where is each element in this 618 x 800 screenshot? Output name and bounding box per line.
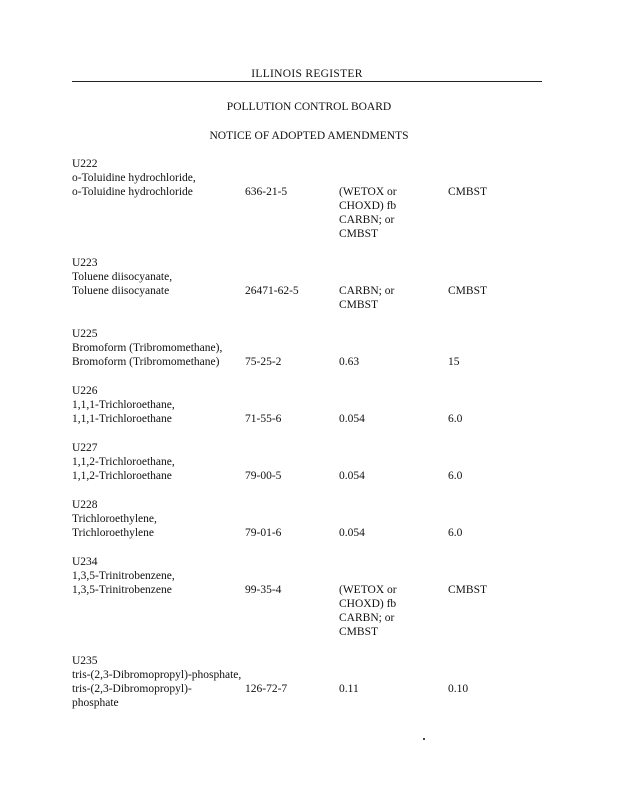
waste-code: U222 [72,158,98,170]
wastewater-standard: 0.054 [339,413,365,425]
entry-row [72,284,552,312]
entry-row [72,526,552,540]
waste-code: U225 [72,328,98,340]
cas-number: 126-72-7 [245,683,288,695]
constituent-heading: 1,1,2-Trichloroethane, [72,456,175,468]
nonwastewater-standard: CMBST [448,186,487,198]
constituent-name: 1,3,5-Trinitrobenzene [72,584,172,596]
nonwastewater-standard: 15 [448,356,460,368]
constituent-heading: 1,3,5-Trinitrobenzene, [72,570,175,582]
entry-row [72,682,552,710]
notice-title: NOTICE OF ADOPTED AMENDMENTS [209,130,409,142]
entry-row [72,412,552,426]
wastewater-standard: 0.054 [339,527,365,539]
constituent-heading: 1,1,1-Trichloroethane, [72,399,175,411]
constituent-heading: tris-(2,3-Dibromopropyl)-phosphate, [72,669,242,681]
constituent-name: tris-(2,3-Dibromopropyl)- phosphate [72,683,192,709]
waste-entry [72,157,552,241]
board-name: POLLUTION CONTROL BOARD [226,101,392,113]
nonwastewater-standard: 6.0 [448,527,463,539]
cas-number: 26471-62-5 [245,285,299,297]
constituent-name: 1,1,2-Trichloroethane [72,470,172,482]
waste-code: U223 [72,257,98,269]
waste-entry [72,327,552,369]
constituent-heading: o-Toluidine hydrochloride, [72,172,196,184]
header [72,64,542,84]
cas-number: 71-55-6 [245,413,282,425]
waste-code-list [72,157,552,725]
constituent-name: 1,1,1-Trichloroethane [72,413,172,425]
nonwastewater-standard: CMBST [448,285,487,297]
constituent-heading: Toluene diisocyanate, [72,271,173,283]
constituent-heading: Bromoform (Tribromomethane), [72,342,223,354]
wastewater-standard: 0.63 [339,356,360,368]
nonwastewater-standard: 6.0 [448,413,463,425]
constituent-name: o-Toluidine hydrochloride [72,186,193,198]
wastewater-standard: 0.11 [339,683,359,695]
waste-code: U228 [72,499,98,511]
cas-number: 636-21-5 [245,186,288,198]
waste-entry [72,498,552,540]
waste-entry [72,441,552,483]
nonwastewater-standard: 0.10 [448,683,469,695]
cas-number: 99-35-4 [245,584,282,596]
nonwastewater-standard: 6.0 [448,470,463,482]
waste-entry [72,256,552,312]
scan-speck [423,738,425,740]
wastewater-standard: (WETOX or CHOXD) fb CARBN; or CMBST [339,186,397,240]
constituent-name: Toluene diisocyanate [72,285,170,297]
waste-entry [72,555,552,639]
register-title: ILLINOIS REGISTER [251,68,363,80]
cas-number: 79-00-5 [245,470,282,482]
waste-code: U227 [72,442,98,454]
entry-row [72,185,552,241]
constituent-heading: Trichloroethylene, [72,513,157,525]
waste-code: U235 [72,655,98,667]
wastewater-standard: (WETOX or CHOXD) fb CARBN; or CMBST [339,584,397,638]
waste-entry [72,654,552,710]
wastewater-standard: 0.054 [339,470,365,482]
waste-entry [72,384,552,426]
header-rule [72,81,542,82]
entry-row [72,469,552,483]
waste-code: U234 [72,556,98,568]
constituent-name: Trichloroethylene [72,527,154,539]
constituent-name: Bromoform (Tribromomethane) [72,356,220,368]
nonwastewater-standard: CMBST [448,584,487,596]
entry-row [72,355,552,369]
cas-number: 79-01-6 [245,527,282,539]
cas-number: 75-25-2 [245,356,282,368]
wastewater-standard: CARBN; or CMBST [339,285,395,311]
waste-code: U226 [72,385,98,397]
entry-row [72,583,552,639]
